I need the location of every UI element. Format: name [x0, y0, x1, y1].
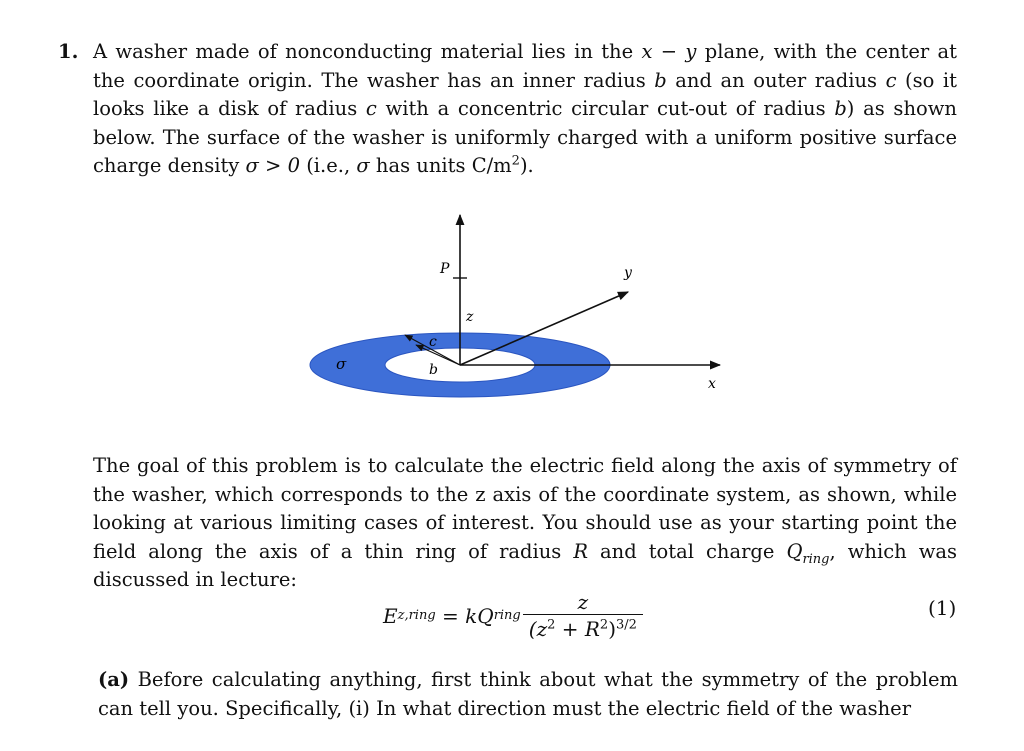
label-z: z	[466, 309, 474, 325]
problem-number: 1.	[58, 40, 79, 63]
part-a: (a) Before calculating anything, first think about what the symmetry of the problem can tell you. Specifically, (i) In what direction must the electric field of the washer	[98, 668, 958, 720]
ring-field-equation: E z,ring = k Q ring $\frac{z}{(z^2 + R^2)^{3/2}}$	[383, 590, 643, 641]
equation-fraction: $\frac{z}{(z^2 + R^2)^{3/2}}$	[523, 590, 643, 641]
label-b: b	[429, 362, 438, 378]
problem-intro: A washer made of nonconducting material lies in the x − y plane, with the center at the coordinate origin. The washer has an inner radius b and an outer radius c (so it looks like a disk of radius c with a concentric circular cut-out of radius b) as shown below. The surface of the washer is uniformly charged with a uniform positive surface charge density σ > 0 (i.e., σ has units $C/m^2$).	[93, 40, 958, 178]
label-x: x	[708, 376, 716, 392]
equation-denominator: $(z^2 + R^2)^{3/2}$	[523, 614, 643, 641]
label-sigma: σ	[336, 355, 347, 373]
washer-diagram	[300, 205, 740, 405]
goal-paragraph: The goal of this problem is to calculate the electric field along the axis of symmetry of the washer, which corresponds to the z axis of the coordinate system, as shown, while looking at various limiting cases of interest. You should use as your starting point the field along the axis of a thin ring of radius R and total charge $Q_{ring}$, which was discussed in lecture:	[93, 454, 958, 592]
label-P: P	[440, 261, 450, 277]
label-c: c	[429, 334, 437, 350]
washer-figure	[300, 205, 740, 409]
equation-number: (1)	[928, 596, 957, 620]
label-y: y	[624, 265, 632, 281]
